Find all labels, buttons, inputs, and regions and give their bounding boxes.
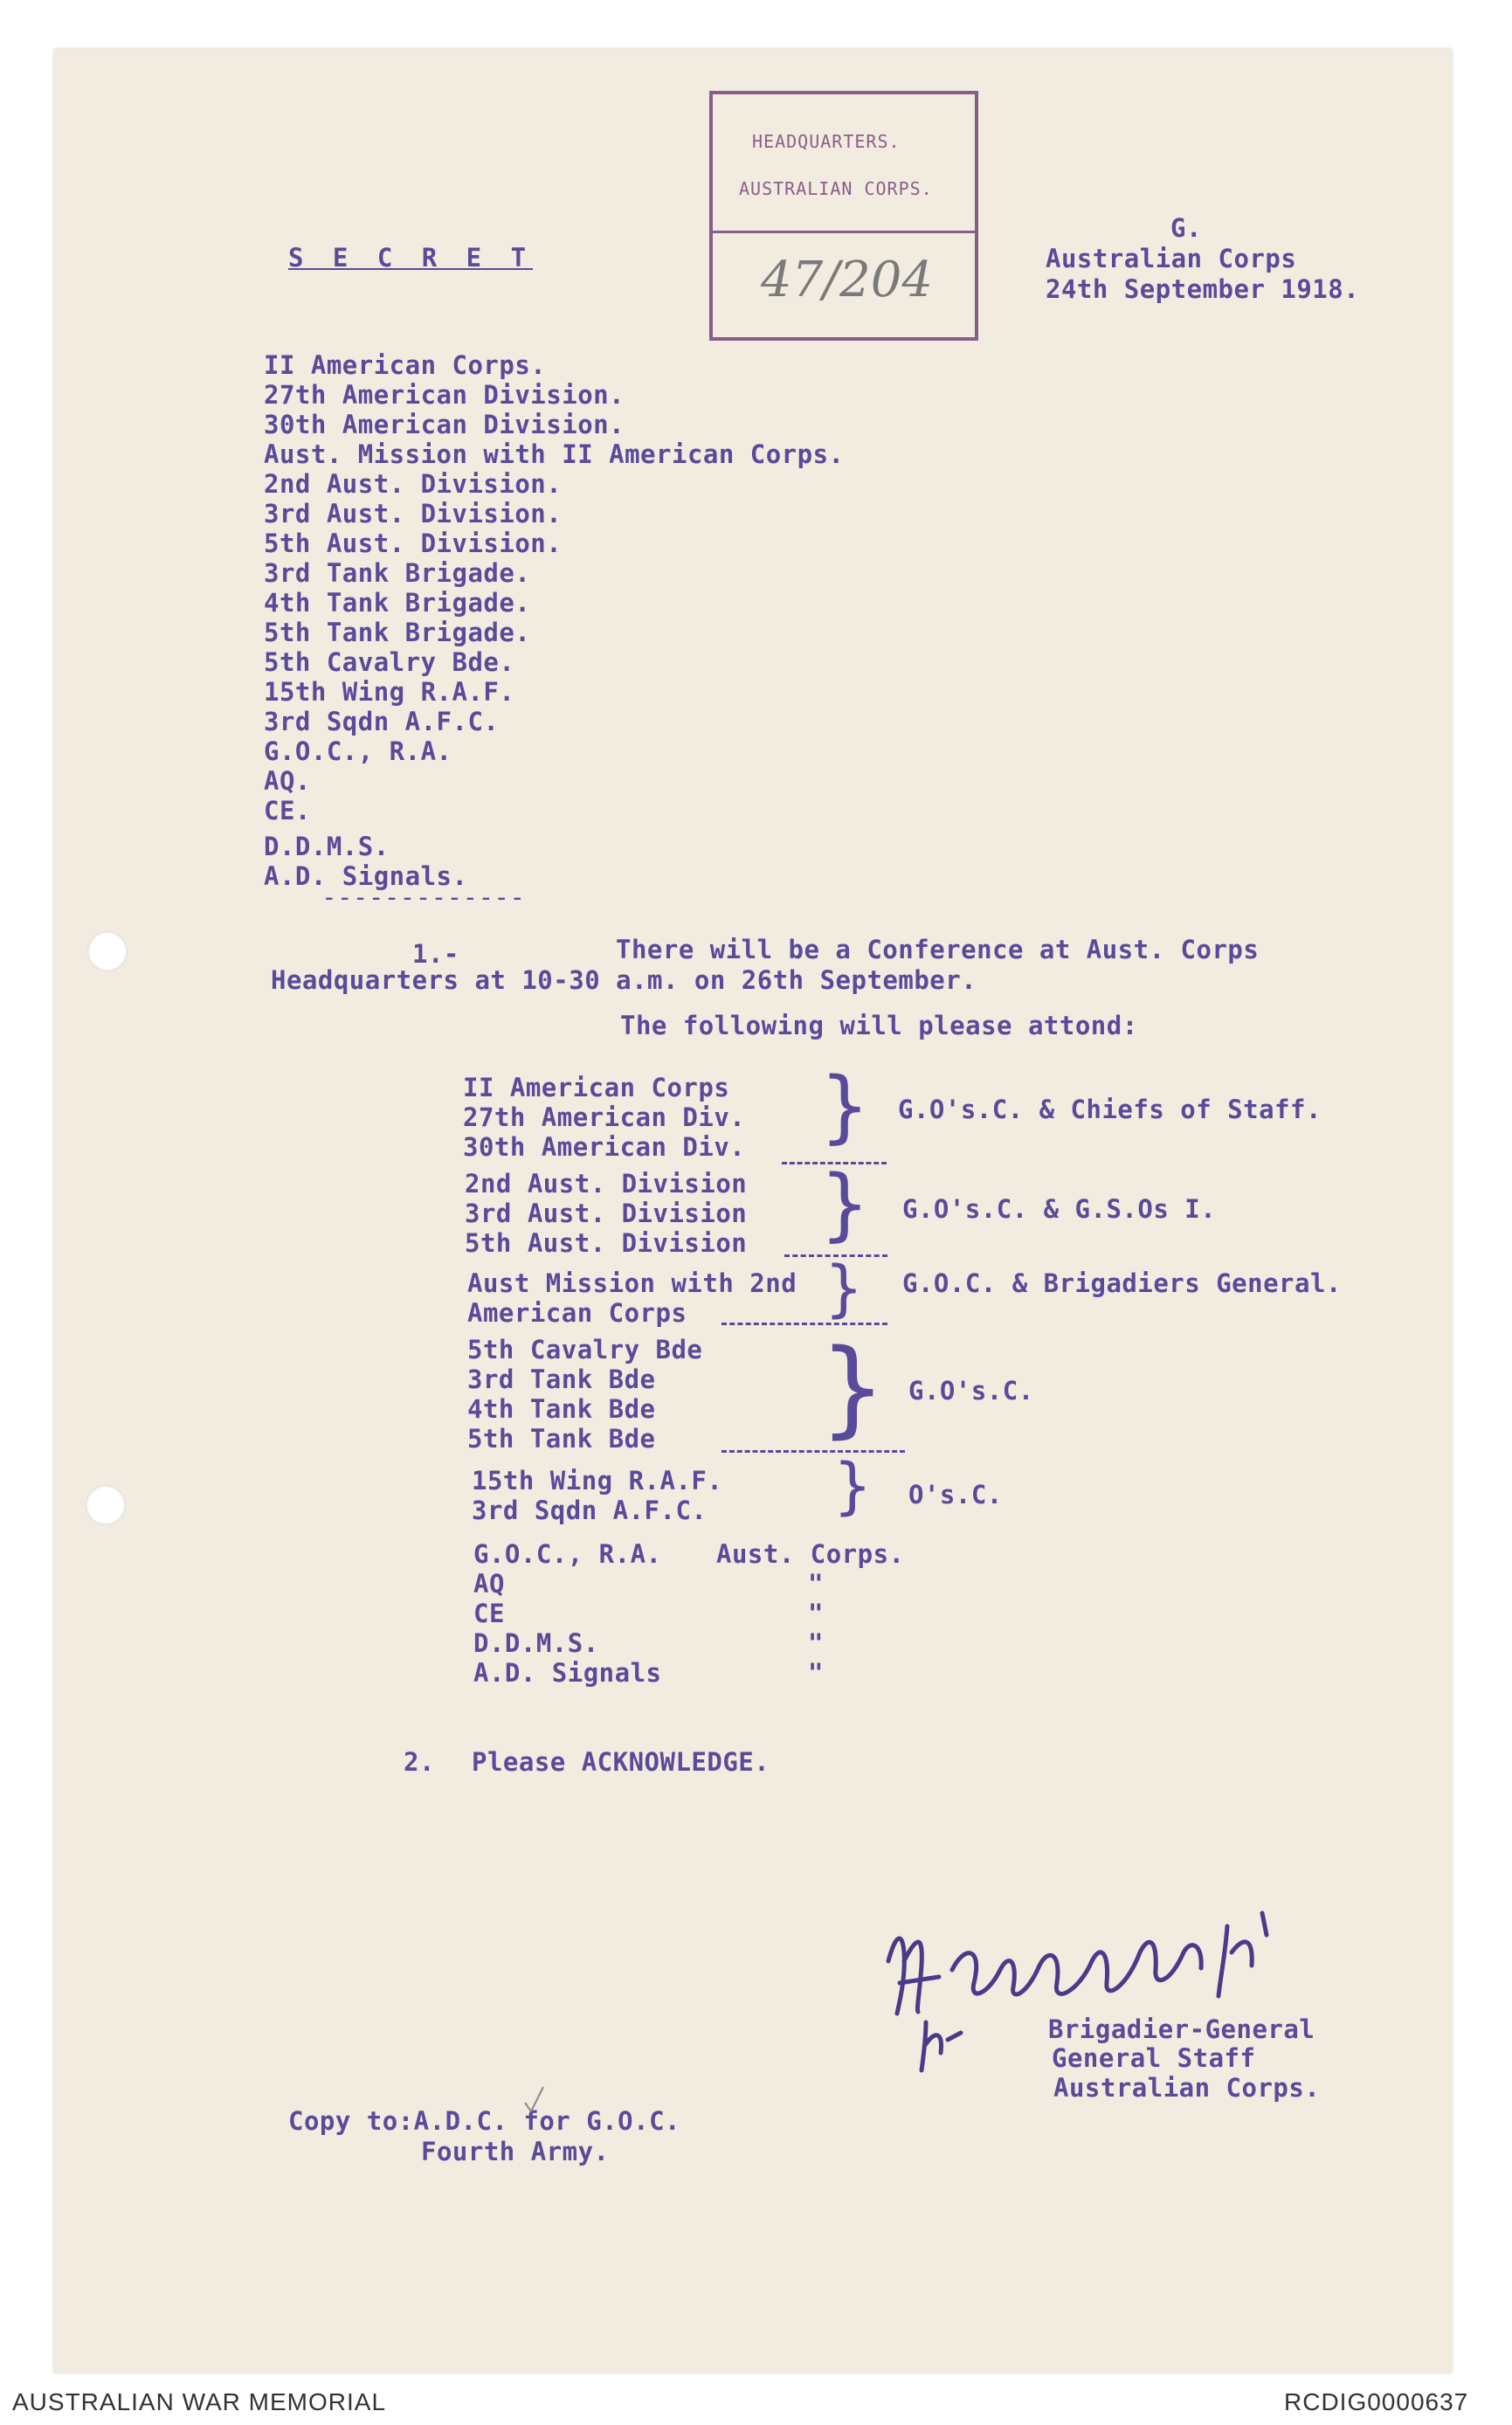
staff-name: A.D. Signals bbox=[473, 1658, 662, 1688]
staff-name: D.D.M.S. bbox=[473, 1628, 599, 1658]
brace: } bbox=[825, 1253, 863, 1324]
classification: S E C R E T bbox=[288, 243, 534, 273]
attendee-unit: 15th Wing R.A.F. bbox=[472, 1466, 723, 1496]
stamp-line-1: HEADQUARTERS. bbox=[752, 131, 901, 152]
attendee-role: G.O.C. & Brigadiers General. bbox=[902, 1268, 1342, 1298]
copy-to-line-1: Copy to:A.D.C. for G.O.C. bbox=[288, 2106, 680, 2136]
punch-hole bbox=[86, 1485, 126, 1525]
distribution-item: D.D.M.S. bbox=[264, 832, 390, 861]
attendee-role: G.O's.C. & G.S.Os I. bbox=[902, 1194, 1217, 1224]
distribution-item: 5th Cavalry Bde. bbox=[264, 647, 515, 677]
stamp-file-number: 47/204 bbox=[761, 252, 934, 308]
signature-title: General Staff bbox=[1052, 2043, 1256, 2073]
separator-rule bbox=[721, 1323, 887, 1325]
para1-line2: Headquarters at 10-30 a.m. on 26th September. bbox=[271, 965, 977, 995]
staff-name: CE bbox=[473, 1599, 505, 1628]
distribution-rule: ------------- bbox=[321, 882, 526, 912]
distribution-item: 30th American Division. bbox=[264, 410, 625, 439]
attendee-unit: II American Corps bbox=[463, 1073, 730, 1102]
staff-name: AQ bbox=[473, 1569, 505, 1599]
headquarters-stamp bbox=[709, 91, 978, 341]
distribution-item: 2nd Aust. Division. bbox=[264, 469, 563, 499]
brace: } bbox=[821, 1328, 885, 1449]
signature-title: Australian Corps. bbox=[1053, 2073, 1321, 2103]
distribution-item: 4th Tank Brigade. bbox=[264, 588, 531, 618]
brace: } bbox=[834, 1450, 872, 1522]
attendee-unit: American Corps bbox=[467, 1298, 687, 1328]
stamp-divider bbox=[713, 231, 975, 233]
distribution-item: 3rd Tank Brigade. bbox=[264, 558, 531, 588]
check-mark bbox=[521, 2083, 547, 2118]
brace: } bbox=[821, 1061, 869, 1152]
distribution-item: 3rd Aust. Division. bbox=[264, 499, 563, 529]
attendee-unit: 4th Tank Bde bbox=[467, 1394, 656, 1424]
distribution-item: 5th Aust. Division. bbox=[264, 529, 563, 558]
attendee-unit: 3rd Aust. Division bbox=[465, 1199, 748, 1228]
attendee-unit: 3rd Tank Bde bbox=[467, 1364, 656, 1394]
attendee-role: O's.C. bbox=[908, 1480, 1003, 1510]
distribution-item: 5th Tank Brigade. bbox=[264, 618, 531, 647]
ditto-mark: " bbox=[808, 1628, 824, 1658]
branch: G. bbox=[1170, 213, 1202, 243]
distribution-item: A.D. Signals. bbox=[264, 861, 468, 891]
para1-number: 1.- bbox=[412, 939, 459, 969]
distribution-item: 27th American Division. bbox=[264, 380, 625, 410]
attendee-role: G.O's.C. & Chiefs of Staff. bbox=[898, 1095, 1322, 1124]
para1-line1: There will be a Conference at Aust. Corps bbox=[616, 935, 1260, 964]
attendee-role: G.O's.C. bbox=[908, 1376, 1034, 1406]
ditto-mark: " bbox=[808, 1599, 824, 1628]
copy-to-line-2: Fourth Army. bbox=[421, 2137, 610, 2166]
staff-unit: Aust. Corps. bbox=[716, 1539, 905, 1569]
stamp-line-2: AUSTRALIAN CORPS. bbox=[739, 178, 933, 199]
attendee-unit: 5th Tank Bde bbox=[467, 1424, 656, 1454]
attendee-unit: 3rd Sqdn A.F.C. bbox=[472, 1496, 708, 1525]
distribution-item: AQ. bbox=[264, 766, 311, 796]
para2-text: Please ACKNOWLEDGE. bbox=[472, 1747, 770, 1777]
punch-hole bbox=[87, 931, 128, 971]
ditto-mark: " bbox=[808, 1569, 824, 1599]
separator-rule bbox=[721, 1450, 905, 1453]
distribution-item: 15th Wing R.A.F. bbox=[264, 677, 515, 707]
formation: Australian Corps bbox=[1046, 244, 1297, 273]
distribution-item: CE. bbox=[264, 796, 311, 826]
attendee-unit: Aust Mission with 2nd bbox=[467, 1268, 797, 1298]
brace: } bbox=[821, 1158, 869, 1250]
attendee-unit: 27th American Div. bbox=[463, 1102, 746, 1132]
distribution-item: 3rd Sqdn A.F.C. bbox=[264, 707, 500, 736]
attendee-unit: 5th Cavalry Bde bbox=[467, 1335, 703, 1364]
staff-name: G.O.C., R.A. bbox=[473, 1539, 662, 1569]
attend-intro: The following will please attond: bbox=[620, 1011, 1138, 1040]
footer-record-id: RCDIG0000637 bbox=[1284, 2388, 1469, 2415]
ditto-mark: " bbox=[808, 1658, 824, 1688]
date: 24th September 1918. bbox=[1046, 274, 1360, 304]
distribution-item: Aust. Mission with II American Corps. bbox=[264, 439, 845, 469]
signature-title: Brigadier-General bbox=[1048, 2014, 1315, 2044]
attendee-unit: 5th Aust. Division bbox=[465, 1228, 748, 1258]
attendee-unit: 30th American Div. bbox=[463, 1132, 746, 1162]
distribution-item: G.O.C., R.A. bbox=[264, 736, 452, 766]
para2-number: 2. bbox=[404, 1747, 435, 1777]
attendee-unit: 2nd Aust. Division bbox=[465, 1169, 748, 1199]
footer-institution: AUSTRALIAN WAR MEMORIAL bbox=[12, 2388, 387, 2415]
distribution-item: II American Corps. bbox=[264, 350, 547, 380]
